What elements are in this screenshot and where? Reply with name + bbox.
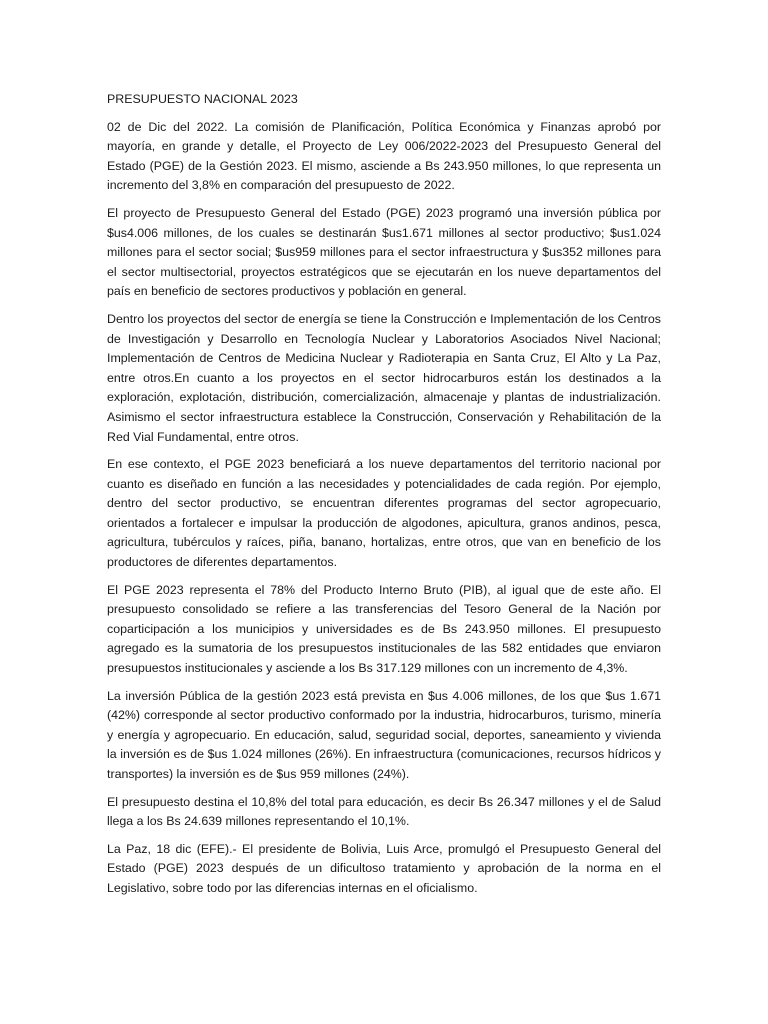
paragraph-intro: 02 de Dic del 2022. La comisión de Planificación, Política Económica y Finanzas aprobó por mayoría, en grande y detalle, el Proyecto de Ley 006/2022-2023 del Presupuesto General del Estado (PGE) de la Gestión 2023. El mismo, asciende a Bs 243.950 millones, lo que representa un incremento del 3,8% en comparación del presupuesto de 2022. xyxy=(107,119,661,193)
paragraph-public-investment: El proyecto de Presupuesto General del Estado (PGE) 2023 programó una inversión pública por $us4.006 millones, de los cuales se destinarán $us1.671 millones al sector productivo; $us1.024 millones para el sector social; $us959 millones para el sector infraestructura y $us352 millones para el sector multisectorial, proyectos estratégicos que se ejecutarán en los nueve departamentos del país en beneficio de sectores productivos y población en general. xyxy=(107,205,661,299)
paragraph-departments: En ese contexto, el PGE 2023 beneficiará a los nueve departamentos del territorio nacional por cuanto es diseñado en función a las necesidades y potencialidades de cada región. Por ejemplo, dentro del sector productivo, se encuentran diferentes programas del sector agropecuario, orientados a fortalecer e impulsar la producción de algodones, apicultura, granos andinos, pesca, agricultura, tubérculos y raíces, piña, banano, hortalizas, entre otros, que van en beneficio de los productores de diferentes departamentos. xyxy=(107,457,661,570)
paragraph-gdp: El PGE 2023 representa el 78% del Producto Interno Bruto (PIB), al igual que de este año. El presupuesto consolidado se refiere a las transferencias del Tesoro General de la Nación por coparticipación a los municipios y universidades es de Bs 243.950 millones. El presupuesto agregado es la sumatoria de los presupuestos institucionales de las 582 entidades que enviaron presupuestos institucionales y asciende a los Bs 317.129 millones con un incremento de 4,3%. xyxy=(107,582,661,676)
paragraph-investment-breakdown: La inversión Pública de la gestión 2023 está prevista en $us 4.006 millones, de los que $us 1.671 (42%) corresponde al sector productivo conformado por la industria, hidrocarburos, turismo, minería y energía y agropecuario. En educación, salud, seguridad social, deportes, saneamiento y vivienda la inversión es de $us 1.024 millones (26%). En infraestructura (comunicaciones, recursos hídricos y transportes) la inversión es de $us 959 millones (24%). xyxy=(107,688,661,781)
document-page xyxy=(107,90,661,907)
document-title: PRESUPUESTO NACIONAL 2023 xyxy=(107,92,298,106)
paragraph-promulgation: La Paz, 18 dic (EFE).- El presidente de Bolivia, Luis Arce, promulgó el Presupuesto General del Estado (PGE) 2023 después de un dificultoso tratamiento y aprobación de la norma en el Legislativo, sobre todo por las diferencias internas en el oficialismo. xyxy=(107,841,661,895)
paragraph-education-health: El presupuesto destina el 10,8% del total para educación, es decir Bs 26.347 millones y el de Salud llega a los Bs 24.639 millones representando el 10,1%. xyxy=(107,794,661,829)
paragraph-energy-projects: Dentro los proyectos del sector de energía se tiene la Construcción e Implementación de los Centros de Investigación y Desarrollo en Tecnología Nuclear y Laboratorios Asociados Nivel Nacional; Implementación de Centros de Medicina Nuclear y Radioterapia en Santa Cruz, El Alto y La Paz, entre otros.En cuanto a los proyectos en el sector hidrocarburos están los destinados a la exploración, explotación, distribución, comercialización, almacenaje y plantas de industrialización. Asimismo el sector infraestructura establece la Construcción, Conservación y Rehabilitación de la Red Vial Fundamental, entre otros. xyxy=(107,311,661,444)
